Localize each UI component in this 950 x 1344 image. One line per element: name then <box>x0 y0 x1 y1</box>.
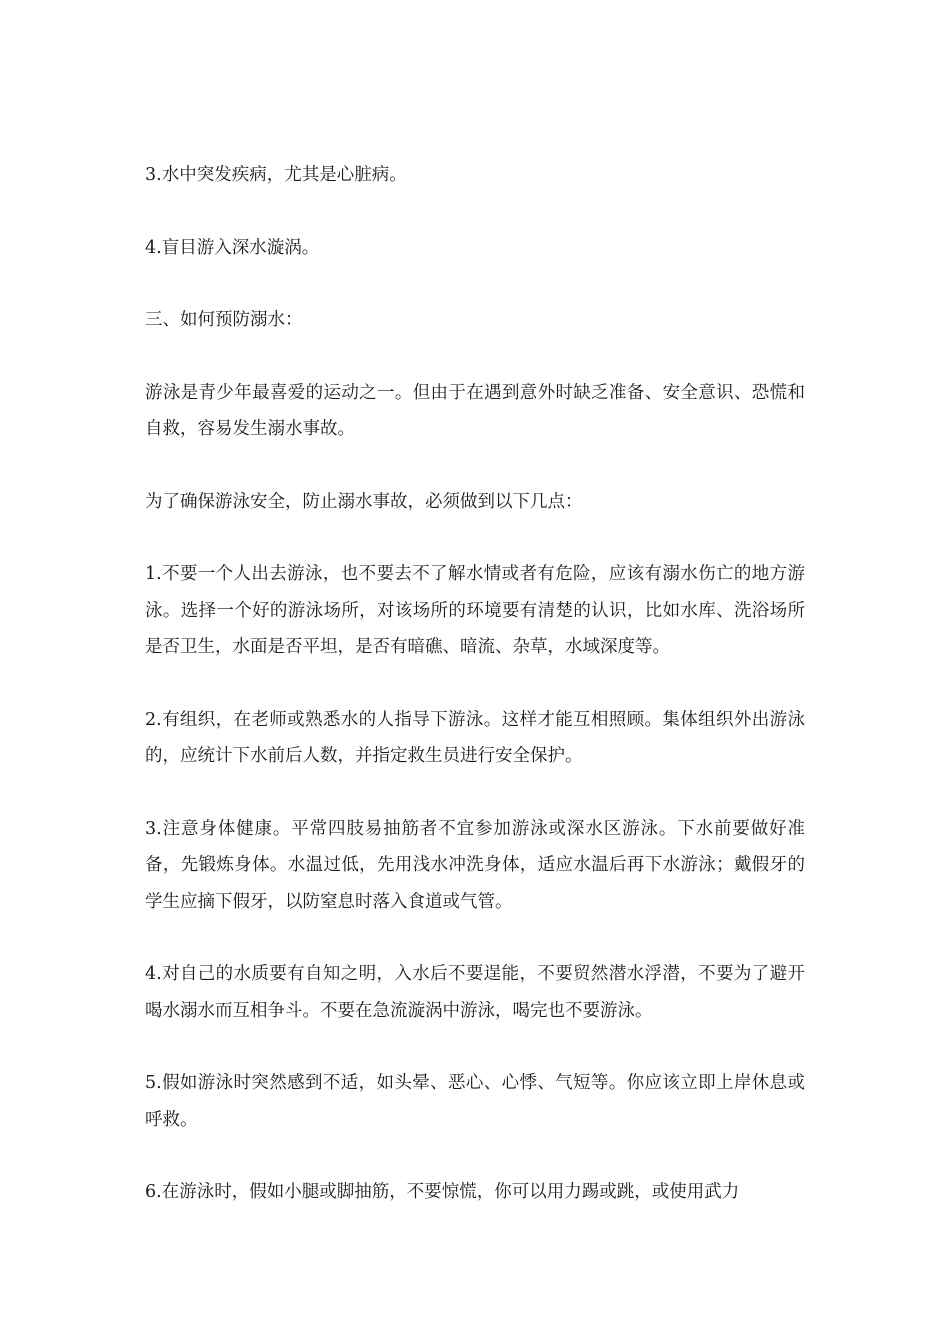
paragraph-lead: 为了确保游泳安全，防止溺水事故，必须做到以下几点： <box>145 491 583 512</box>
paragraph-rule-2: 2.有组织，在老师或熟悉水的人指导下游泳。这样才能互相照顾。集体组织外出游泳的，应统计下水前后人数，并指定救生员进行安全保护。 <box>145 709 805 766</box>
paragraph-rule-5: 5.假如游泳时突然感到不适，如头晕、恶心、心悸、气短等。你应该立即上岸休息或呼救。 <box>145 1073 805 1130</box>
section-heading-prevention: 三、如何预防溺水： <box>145 310 303 330</box>
paragraph-intro: 游泳是青少年最喜爱的运动之一。但由于在遇到意外时缺乏准备、安全意识、恐慌和自救，容易发生溺水事故。 <box>145 382 805 439</box>
paragraph-rule-6: 6.在游泳时，假如小腿或脚抽筋，不要惊慌，你可以用力踢或跳，或使用武力 <box>145 1182 740 1202</box>
paragraph-rule-3: 3.注意身体健康。平常四肢易抽筋者不宜参加游泳或深水区游泳。下水前要做好准备，先锻炼身体。水温过低，先用浅水冲洗身体，适应水温后再下水游泳；戴假牙的学生应摘下假牙，以防窒息时落入食道或气管。 <box>145 818 805 912</box>
paragraph-cause-4: 4.盲目游入深水漩涡。 <box>145 237 320 258</box>
paragraph-cause-3: 3.水中突发疾病，尤其是心脏病。 <box>145 165 407 185</box>
paragraph-rule-1: 1.不要一个人出去游泳，也不要去不了解水情或者有危险，应该有溺水伤亡的地方游泳。选择一个好的游泳场所，对该场所的环境要有清楚的认识，比如水库、洗浴场所是否卫生，水面是否平坦，是否有暗礁、暗流、杂草，水域深度等。 <box>145 564 805 657</box>
paragraph-rule-4: 4.对自己的水质要有自知之明，入水后不要逞能，不要贸然潜水浮潜，不要为了避开喝水溺水而互相争斗。不要在急流漩涡中游泳，喝完也不要游泳。 <box>145 964 805 1021</box>
document-body <box>145 157 805 1247</box>
